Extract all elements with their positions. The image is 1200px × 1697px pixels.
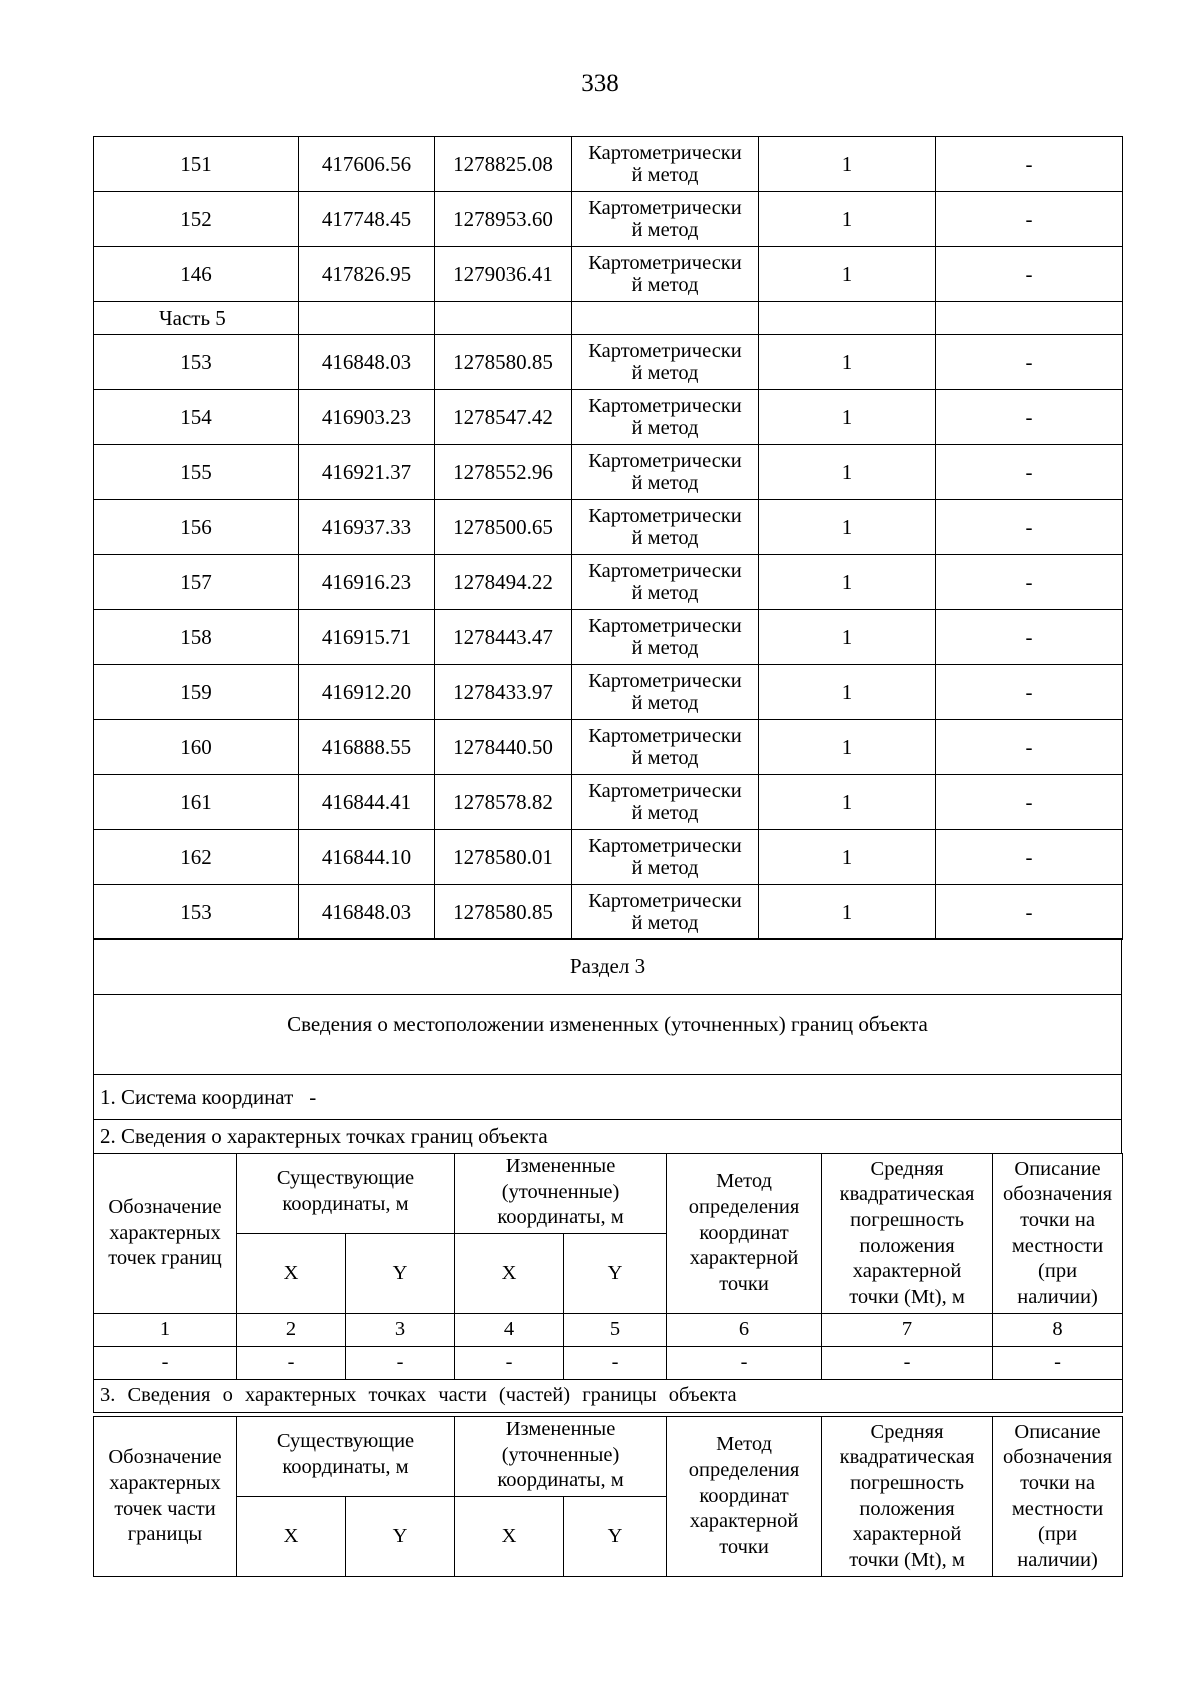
point-row xyxy=(94,830,1123,885)
point-x: 417606.56 xyxy=(299,137,435,192)
point-method-line: Картометрически xyxy=(588,834,742,857)
column-number: 4 xyxy=(455,1314,564,1347)
point-method xyxy=(572,665,759,720)
point-method-line: Картометрически xyxy=(588,196,742,219)
header-line: Измененные xyxy=(505,1155,616,1177)
point-y: 1278580.85 xyxy=(435,335,572,390)
empty-cell: - xyxy=(346,1347,455,1380)
point-y: 1278500.65 xyxy=(435,500,572,555)
point-x: 416844.41 xyxy=(299,775,435,830)
point-description: - xyxy=(936,775,1123,830)
header-line: точки (Mt), м xyxy=(849,1548,965,1571)
part-row xyxy=(94,302,1123,335)
column-number: 6 xyxy=(667,1314,822,1347)
point-method xyxy=(572,335,759,390)
header-line: характерных xyxy=(109,1221,221,1244)
point-id: 158 xyxy=(94,610,299,665)
column-number: 5 xyxy=(564,1314,667,1347)
point-method-line: Картометрически xyxy=(588,889,742,912)
point-method xyxy=(572,830,759,885)
point-id: 161 xyxy=(94,775,299,830)
header-line: Метод xyxy=(716,1433,772,1456)
header-line: положения xyxy=(859,1497,955,1520)
point-method-line: й метод xyxy=(631,692,699,714)
header-line: определения xyxy=(688,1196,800,1219)
t3-col-designation xyxy=(94,1154,237,1314)
point-x: 417748.45 xyxy=(299,192,435,247)
empty-cell: - xyxy=(237,1347,346,1380)
point-method xyxy=(572,885,759,940)
point-y: 1278440.50 xyxy=(435,720,572,775)
point-row xyxy=(94,247,1123,302)
point-method-line: й метод xyxy=(631,362,699,384)
point-method-line: й метод xyxy=(631,802,699,824)
header-line: точек части xyxy=(114,1497,216,1520)
t3-number-row xyxy=(94,1314,1123,1347)
point-description: - xyxy=(936,390,1123,445)
point-accuracy: 1 xyxy=(759,247,936,302)
header-line: наличии) xyxy=(1017,1548,1098,1571)
point-row xyxy=(94,665,1123,720)
point-method-line: Картометрически xyxy=(588,141,742,164)
point-id: 151 xyxy=(94,137,299,192)
point-x: 416937.33 xyxy=(299,500,435,555)
header-line: (при xyxy=(1038,1523,1078,1546)
header-line: Существующие xyxy=(276,1167,415,1189)
header-line: характерной xyxy=(852,1523,962,1546)
header-line: погрешность xyxy=(850,1208,964,1231)
t4-x-changed: X xyxy=(455,1497,564,1577)
t4-col-accuracy xyxy=(822,1417,993,1577)
header-line: Описание xyxy=(1014,1157,1101,1180)
point-id: 157 xyxy=(94,555,299,610)
point-y: 1278494.22 xyxy=(435,555,572,610)
point-y: 1278953.60 xyxy=(435,192,572,247)
header-line: Описание xyxy=(1014,1420,1101,1443)
point-method xyxy=(572,775,759,830)
header-line: характерной xyxy=(689,1247,799,1270)
section-subtitle: Сведения о местоположении измененных (уточненных) границ объекта xyxy=(94,995,1122,1075)
point-method-line: Картометрически xyxy=(588,449,742,472)
t3-x-existing: X xyxy=(237,1234,346,1314)
empty-cell: - xyxy=(993,1347,1123,1380)
point-x: 416888.55 xyxy=(299,720,435,775)
point-accuracy: 1 xyxy=(759,445,936,500)
point-method xyxy=(572,610,759,665)
point-description: - xyxy=(936,445,1123,500)
column-number: 8 xyxy=(993,1314,1123,1347)
point-accuracy: 1 xyxy=(759,390,936,445)
point-method-line: й метод xyxy=(631,857,699,879)
point-id: 152 xyxy=(94,192,299,247)
point-row xyxy=(94,555,1123,610)
t4-col-description xyxy=(993,1417,1123,1577)
header-line: местности xyxy=(1011,1234,1104,1257)
header-line: Средняя xyxy=(870,1157,944,1180)
header-line: Метод xyxy=(716,1170,772,1193)
header-line: характерной xyxy=(852,1260,962,1283)
t4-y-existing: Y xyxy=(346,1497,455,1577)
t3-col-description xyxy=(993,1154,1123,1314)
point-row xyxy=(94,390,1123,445)
header-line: координат xyxy=(699,1484,789,1507)
point-description: - xyxy=(936,720,1123,775)
point-accuracy: 1 xyxy=(759,500,936,555)
point-id: 153 xyxy=(94,885,299,940)
point-description: - xyxy=(936,335,1123,390)
t4-col-designation xyxy=(94,1417,237,1577)
item3-title: 3. Сведения о характерных точках части (частей) границы объекта xyxy=(94,1380,1123,1413)
header-line: характерной xyxy=(689,1510,799,1533)
point-x: 416921.37 xyxy=(299,445,435,500)
points-rows-before xyxy=(94,137,1123,302)
point-description: - xyxy=(936,247,1123,302)
point-method xyxy=(572,445,759,500)
header-line: Существующие xyxy=(276,1430,415,1452)
point-id: 154 xyxy=(94,390,299,445)
header-line: координат xyxy=(699,1221,789,1244)
point-description: - xyxy=(936,830,1123,885)
header-line: Средняя xyxy=(870,1420,944,1443)
header-line: Обозначение xyxy=(108,1196,222,1219)
point-method-line: й метод xyxy=(631,527,699,549)
point-accuracy: 1 xyxy=(759,720,936,775)
t4-y-changed: Y xyxy=(564,1497,667,1577)
point-method xyxy=(572,192,759,247)
header-line: квадратическая xyxy=(839,1446,975,1469)
point-x: 416848.03 xyxy=(299,885,435,940)
point-y: 1278580.85 xyxy=(435,885,572,940)
t3-y-existing: Y xyxy=(346,1234,455,1314)
empty-cell: - xyxy=(822,1347,993,1380)
header-line: Измененные xyxy=(505,1418,616,1440)
header-line: координаты, м xyxy=(497,1469,624,1492)
point-method xyxy=(572,555,759,610)
point-method-line: Картометрически xyxy=(588,724,742,747)
point-row xyxy=(94,192,1123,247)
t3-col-changed xyxy=(455,1154,667,1234)
points-rows-after xyxy=(94,335,1123,940)
point-method-line: й метод xyxy=(631,472,699,494)
header-line: (уточненные) xyxy=(501,1180,620,1203)
part-boundary-points-table xyxy=(93,1416,1123,1577)
point-y: 1278580.01 xyxy=(435,830,572,885)
t3-y-changed: Y xyxy=(564,1234,667,1314)
section-title: Раздел 3 xyxy=(94,939,1122,995)
point-accuracy: 1 xyxy=(759,775,936,830)
point-x: 416903.23 xyxy=(299,390,435,445)
t4-col-changed xyxy=(455,1417,667,1497)
header-line: положения xyxy=(859,1234,955,1257)
column-number: 1 xyxy=(94,1314,237,1347)
point-y: 1278825.08 xyxy=(435,137,572,192)
point-y: 1278547.42 xyxy=(435,390,572,445)
point-method xyxy=(572,137,759,192)
t3-col-method xyxy=(667,1154,822,1314)
point-y: 1278433.97 xyxy=(435,665,572,720)
point-x: 416915.71 xyxy=(299,610,435,665)
point-method-line: Картометрически xyxy=(588,614,742,637)
point-id: 146 xyxy=(94,247,299,302)
point-row xyxy=(94,335,1123,390)
point-id: 159 xyxy=(94,665,299,720)
point-method-line: й метод xyxy=(631,274,699,296)
header-line: обозначения xyxy=(1003,1183,1113,1206)
point-method-line: Картометрически xyxy=(588,559,742,582)
point-row xyxy=(94,500,1123,555)
t3-col-existing xyxy=(237,1154,455,1234)
header-line: (при xyxy=(1038,1260,1078,1283)
point-method-line: Картометрически xyxy=(588,339,742,362)
point-id: 155 xyxy=(94,445,299,500)
header-line: точки на xyxy=(1020,1208,1095,1231)
point-method-line: й метод xyxy=(631,637,699,659)
header-line: границы xyxy=(127,1523,203,1546)
point-method-line: й метод xyxy=(631,582,699,604)
point-description: - xyxy=(936,137,1123,192)
point-accuracy: 1 xyxy=(759,137,936,192)
point-id: 153 xyxy=(94,335,299,390)
header-line: координаты, м xyxy=(497,1206,624,1229)
header-line: точки xyxy=(719,1535,769,1558)
point-method-line: Картометрически xyxy=(588,394,742,417)
point-row xyxy=(94,137,1123,192)
coord-system-value: - xyxy=(309,1084,317,1109)
column-number: 3 xyxy=(346,1314,455,1347)
point-row xyxy=(94,445,1123,500)
header-line: координаты, м xyxy=(282,1455,409,1478)
point-method-line: й метод xyxy=(631,417,699,439)
part-label: Часть 5 xyxy=(94,302,299,335)
point-method-line: Картометрически xyxy=(588,669,742,692)
point-row xyxy=(94,885,1123,940)
header-line: обозначения xyxy=(1003,1446,1113,1469)
point-description: - xyxy=(936,192,1123,247)
boundary-points-table xyxy=(93,1153,1123,1413)
coord-system-row xyxy=(94,1075,1122,1120)
point-accuracy: 1 xyxy=(759,335,936,390)
point-description: - xyxy=(936,555,1123,610)
header-line: координаты, м xyxy=(282,1192,409,1215)
point-method-line: й метод xyxy=(631,912,699,934)
point-x: 416916.23 xyxy=(299,555,435,610)
point-description: - xyxy=(936,610,1123,665)
point-method-line: й метод xyxy=(631,164,699,186)
point-method xyxy=(572,390,759,445)
point-accuracy: 1 xyxy=(759,885,936,940)
point-y: 1278443.47 xyxy=(435,610,572,665)
header-line: характерных xyxy=(109,1471,221,1494)
header-line: точки (Mt), м xyxy=(849,1285,965,1308)
point-x: 417826.95 xyxy=(299,247,435,302)
section-table xyxy=(93,938,1122,1154)
point-y: 1278552.96 xyxy=(435,445,572,500)
empty-cell: - xyxy=(94,1347,237,1380)
point-method-line: Картометрически xyxy=(588,251,742,274)
point-x: 416848.03 xyxy=(299,335,435,390)
column-number: 7 xyxy=(822,1314,993,1347)
empty-cell: - xyxy=(455,1347,564,1380)
t4-x-existing: X xyxy=(237,1497,346,1577)
point-y: 1278578.82 xyxy=(435,775,572,830)
point-method xyxy=(572,720,759,775)
empty-cell: - xyxy=(564,1347,667,1380)
point-accuracy: 1 xyxy=(759,830,936,885)
header-line: местности xyxy=(1011,1497,1104,1520)
point-id: 162 xyxy=(94,830,299,885)
page-number: 338 xyxy=(581,70,619,97)
point-method xyxy=(572,500,759,555)
point-method-line: Картометрически xyxy=(588,504,742,527)
t3-empty-row xyxy=(94,1347,1123,1380)
points-table xyxy=(93,136,1123,940)
point-accuracy: 1 xyxy=(759,192,936,247)
point-accuracy: 1 xyxy=(759,665,936,720)
point-accuracy: 1 xyxy=(759,555,936,610)
point-description: - xyxy=(936,500,1123,555)
point-row xyxy=(94,775,1123,830)
header-line: точки xyxy=(719,1272,769,1295)
point-id: 160 xyxy=(94,720,299,775)
point-row xyxy=(94,610,1123,665)
header-line: погрешность xyxy=(850,1471,964,1494)
header-line: точек границ xyxy=(108,1247,222,1270)
point-x: 416912.20 xyxy=(299,665,435,720)
header-line: квадратическая xyxy=(839,1183,975,1206)
t3-col-accuracy xyxy=(822,1154,993,1314)
item2-title: 2. Сведения о характерных точках границ объекта xyxy=(94,1120,1122,1154)
point-method-line: й метод xyxy=(631,219,699,241)
coord-system-label: 1. Система координат xyxy=(100,1084,294,1109)
point-x: 416844.10 xyxy=(299,830,435,885)
header-line: (уточненные) xyxy=(501,1443,620,1466)
empty-cell: - xyxy=(667,1347,822,1380)
point-row xyxy=(94,720,1123,775)
point-method-line: Картометрически xyxy=(588,779,742,802)
point-method-line: й метод xyxy=(631,747,699,769)
point-description: - xyxy=(936,665,1123,720)
t4-col-existing xyxy=(237,1417,455,1497)
point-description: - xyxy=(936,885,1123,940)
t4-col-method xyxy=(667,1417,822,1577)
header-line: Обозначение xyxy=(108,1446,222,1469)
point-id: 156 xyxy=(94,500,299,555)
header-line: точки на xyxy=(1020,1471,1095,1494)
header-line: определения xyxy=(688,1459,800,1482)
point-method xyxy=(572,247,759,302)
t3-x-changed: X xyxy=(455,1234,564,1314)
point-y: 1279036.41 xyxy=(435,247,572,302)
header-line: наличии) xyxy=(1017,1285,1098,1308)
point-accuracy: 1 xyxy=(759,610,936,665)
column-number: 2 xyxy=(237,1314,346,1347)
